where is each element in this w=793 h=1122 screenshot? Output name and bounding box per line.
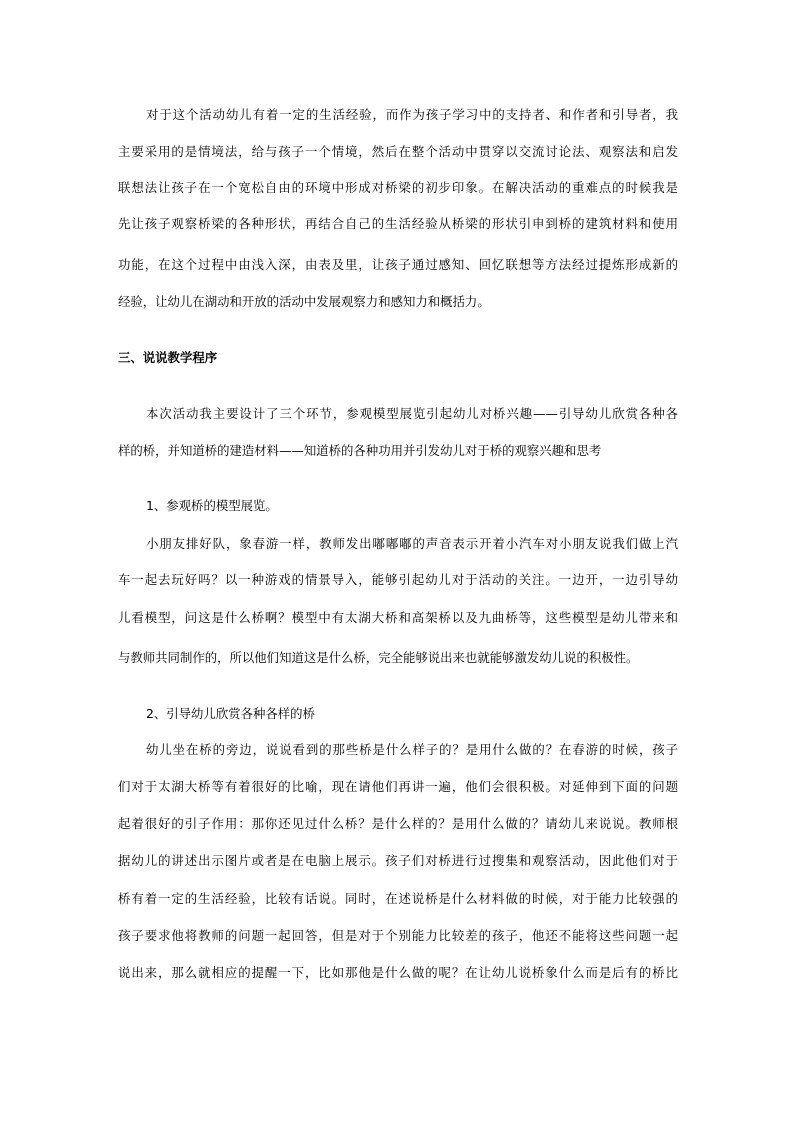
paragraph-line: 儿看模型，问这是什么桥啊？模型中有太湖大桥和高架桥以及九曲桥等，这些模型是幼儿带来和 — [118, 610, 678, 625]
paragraph-line: 们对于太湖大桥等有着很好的比喻，现在请他们再讲一遍，他们会很积极。对延伸到下面的问题 — [118, 779, 678, 794]
paragraph-line: 经验，让幼儿在湖动和开放的活动中发展观察力和感知力和概括力。 — [118, 294, 490, 309]
paragraph-line: 桥有着一定的生活经验，比较有话说。同时，在述说桥是什么材料做的时候，对于能力比较强的 — [118, 891, 678, 906]
paragraph-line: 据幼儿的讲述出示图片或者是在电脑上展示。孩子们对桥进行过搜集和观察活动，因此他们对于 — [118, 853, 678, 868]
paragraph-line: 幼儿坐在桥的旁边，说说看到的那些桥是什么样子的？是用什么做的？在春游的时候，孩子 — [146, 742, 678, 757]
paragraph-line: 小朋友排好队，象春游一样，教师发出嘟嘟嘟的声音表示开着小汽车对小朋友说我们做上汽 — [146, 536, 678, 551]
paragraph-line: 样的桥，并知道桥的建造材料——知道桥的各种功用并引发幼儿对于桥的观察兴趣和思考 — [118, 443, 602, 458]
paragraph-line: 说出来，那么就相应的提醒一下，比如那他是什么做的呢？在让幼儿说桥象什么而是后有的桥比 — [118, 965, 678, 980]
paragraph-line: 功能，在这个过程中由浅入深，由表及里，让孩子通过感知、回忆联想等方法经过提炼形成新的 — [118, 257, 678, 272]
subheading-1: 1、参观桥的模型展览。 — [146, 498, 278, 513]
paragraph-line: 车一起去玩好吗？以一种游戏的情景导入，能够引起幼儿对于活动的关注。一边开，一边引导幼 — [118, 572, 678, 587]
paragraph-line: 与教师共同制作的，所以他们知道这是什么桥，完全能够说出来也就能够激发幼儿说的积极性。 — [118, 650, 639, 665]
paragraph-line: 对于这个活动幼儿有着一定的生活经验，而作为孩子学习中的支持者、和作者和引导者，我 — [146, 107, 678, 122]
paragraph-line: 起着很好的引子作用：那你还见过什么桥？是什么样的？是用什么做的？请幼儿来说说。教师根 — [118, 816, 678, 831]
paragraph-line: 主要采用的是情境法，给与孩子一个情境，然后在整个活动中贯穿以交流讨论法、观察法和启发 — [118, 144, 678, 159]
paragraph-line: 孩子要求他将教师的问题一起回答，但是对于个别能力比较差的孩子，他还不能将这些问题一起 — [118, 928, 678, 943]
section-heading: 三、说说教学程序 — [118, 350, 218, 365]
paragraph-line: 先让孩子观察桥梁的各种形状，再结合自己的生活经验从桥梁的形状引申到桥的建筑材料和使用 — [118, 216, 678, 231]
subheading-2: 2、引导幼儿欣赏各种各样的桥 — [146, 706, 315, 721]
paragraph-line: 联想法让孩子在一个宽松自由的环境中形成对桥梁的初步印象。在解决活动的重难点的时候我是 — [118, 180, 678, 195]
paragraph-line: 本次活动我主要设计了三个环节，参观模型展览引起幼儿对桥兴趣——引导幼儿欣赏各种各 — [146, 406, 678, 421]
